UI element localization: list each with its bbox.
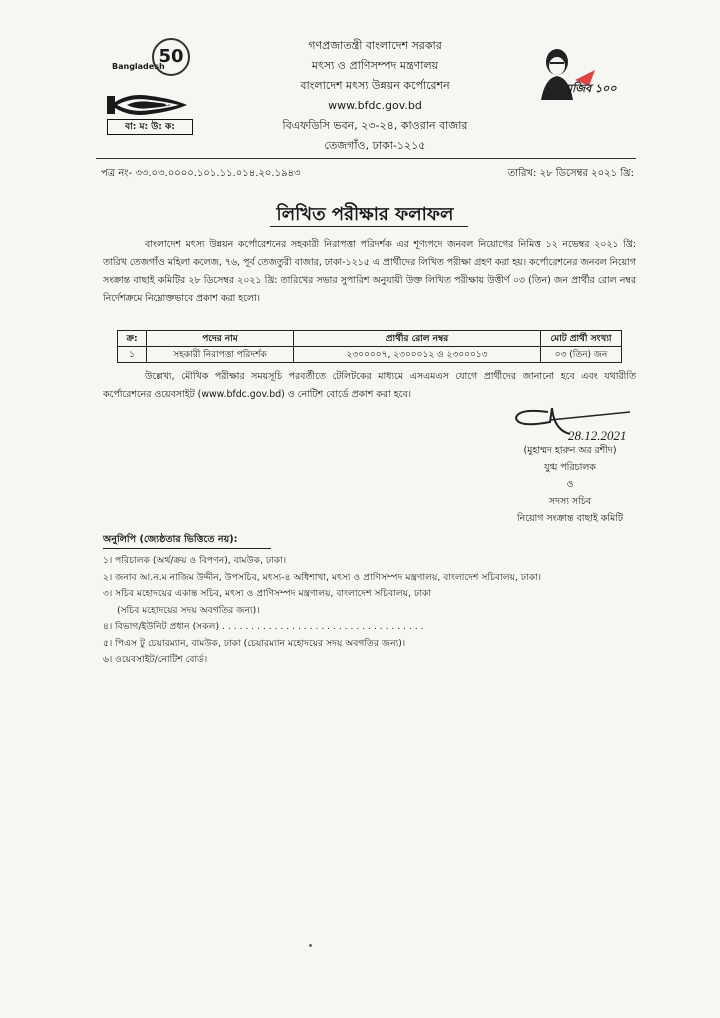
reference-number: পত্র নং- ৩৩.০৩.০০০০.১০১.১১.০১৪.২০.১৯৪৩ xyxy=(101,168,301,179)
bfdc-short-label: বা: ম: উ: ক: xyxy=(107,119,193,135)
bfdc-fish-logo-icon xyxy=(107,90,193,120)
letterhead-line-website: www.bfdc.gov.bd xyxy=(328,99,422,112)
cell-roll: ২৩০০০০৭, ২৩০০০১২ ও ২৩০০০১৩ xyxy=(294,347,541,363)
jubilee-logo-text: Bangladesh xyxy=(112,62,165,71)
cc-title-underline xyxy=(103,548,271,549)
col-roll-header: প্রার্থীর রোল নম্বর xyxy=(294,331,541,347)
letterhead-line-city: তেজগাঁও, ঢাকা-১২১৫ xyxy=(324,139,426,152)
results-table xyxy=(117,330,622,363)
signatory-title-2: সদস্য সচিব xyxy=(548,496,592,507)
body-paragraph xyxy=(103,236,636,308)
signature-date: 28.12.2021 xyxy=(568,428,627,443)
col-serial-header: ক্র: xyxy=(118,331,147,347)
list-item: ৬। ওয়েবসাইট/নোটিশ বোর্ড। xyxy=(103,654,208,665)
letterhead-line-ministry: মৎস্য ও প্রাণিসম্পদ মন্ত্রণালয় xyxy=(311,59,439,72)
document-date: তারিখ: ২৮ ডিসেম্বর ২০২১ খ্রি: xyxy=(507,168,634,179)
list-item: (সচিব মহোদয়ের সদয় অবগতির জন্য)। xyxy=(117,604,260,616)
table-header-row xyxy=(118,331,622,347)
col-total-header: মোট প্রার্থী সংখ্যা xyxy=(541,331,622,347)
fifty-icon: 50 xyxy=(152,38,190,76)
title-underline xyxy=(270,226,468,227)
signatory-name: (মুহাম্মদ হারুন অর রশীদ) xyxy=(523,445,617,456)
note-text: উল্লেখ্য, মৌখিক পরীক্ষার সময়সূচি পরবর্তীতে টেলিটকের মাধ্যমে এসএমএস যোগে প্রার্থীদের জানানো হবে এবং যথারীতি কর্পোরেশনের ওয়েবসাইট (www.bfdc.gov.bd) ও নোটিশ বোর্ডে প্রকাশ করা হবে। xyxy=(103,371,636,400)
cc-title: অনুলিপি (জ্যেষ্ঠতার ভিত্তিতে নয়): xyxy=(103,534,238,545)
letterhead xyxy=(240,36,510,156)
letterhead-line-address: বিএফডিসি ভবন, ২৩-২৪, কাওরান বাজার xyxy=(282,119,468,132)
signatory-block xyxy=(500,442,640,527)
letterhead-line-govt: গণপ্রজাতন্ত্রী বাংলাদেশ সরকার xyxy=(308,39,442,52)
signatory-title-1: যুগ্ম পরিচালক xyxy=(544,462,596,473)
page-title: লিখিত পরীক্ষার ফলাফল xyxy=(276,204,454,225)
list-item: ৩। সচিব মহোদয়ের একান্ত সচিব, মৎস্য ও প্রাণিসম্পদ মন্ত্রণালয়, বাংলাদেশ সচিবালয়, ঢাকা xyxy=(103,588,431,599)
stray-dot xyxy=(309,944,312,947)
signatory-and: ও xyxy=(566,479,574,490)
table-row xyxy=(118,347,622,363)
cell-post: সহকারী নিরাপত্তা পরিদর্শক xyxy=(147,347,294,363)
cell-total: ০৩ (তিন) জন xyxy=(541,347,622,363)
list-item: ২। জনাব আ.ন.ম নাজিম উদ্দীন, উপসচিব, মৎস্য-৪ অধিশাখা, মৎস্য ও প্রাণিসম্পদ মন্ত্রণালয়, বাংলাদেশ সচিবালয়, ঢাকা। xyxy=(103,571,542,583)
note-paragraph xyxy=(103,368,636,404)
cell-serial: ১ xyxy=(118,347,147,363)
letterhead-line-corporation: বাংলাদেশ মৎস্য উন্নয়ন কর্পোরেশন xyxy=(300,79,450,92)
header-divider xyxy=(96,158,636,159)
list-item: ১। পরিচালক (অর্থ/ক্রয় ও বিপণন), বামউক, ঢাকা। xyxy=(103,555,287,566)
list-item: ৪। বিভাগ/ইউনিট প্রধান (সকল) . . . . . . . . . . . . . . . . . . . . . . . . . . . . . . . . . . . xyxy=(103,621,424,632)
golden-jubilee-logo xyxy=(112,38,187,78)
mujib-100-label: মুজিব ১০০ xyxy=(566,82,617,95)
list-item: ৫। পিএস টু চেয়ারম্যান, বামউক, ঢাকা (চেয়ারম্যান মহোদয়ের সদয় অবগতির জন্য)। xyxy=(103,637,406,649)
body-text: বাংলাদেশ মৎস্য উন্নয়ন কর্পোরেশনের সহকারী নিরাপত্তা পরিদর্শক এর শূণ্যপদে জনবল নিয়োগের নিমিত্ত ১২ নভেম্বর ২০২১ খ্রি: তারিখ তেজগাঁও মহিলা কলেজ, ৭৬, পূর্ব তেজতুরী বাজার, ঢাকা-১২১৫ এ প্রার্থীদের লিখিত পরীক্ষা গ্রহণ করা হয়। কর্পোরেশনের জনবল নিয়োগ সংক্রান্ত বাছাই কমিটির ২৮ ডিসেম্বর ২০২১ খ্রি: তারিখের সভার সুপারিশ অনুযায়ী উক্ত লিখিত পরীক্ষায় উত্তীর্ণ ০৩ (তিন) জন প্রার্থীর রোল নম্বর নির্দেশক্রমে নিম্নোক্তভাবে প্রকাশ করা হলো। xyxy=(103,239,637,304)
col-post-header: পদের নাম xyxy=(147,331,294,347)
cc-list xyxy=(103,553,643,669)
signatory-title-3: নিয়োগ সংক্রান্ত বাছাই কমিটি xyxy=(516,513,624,524)
